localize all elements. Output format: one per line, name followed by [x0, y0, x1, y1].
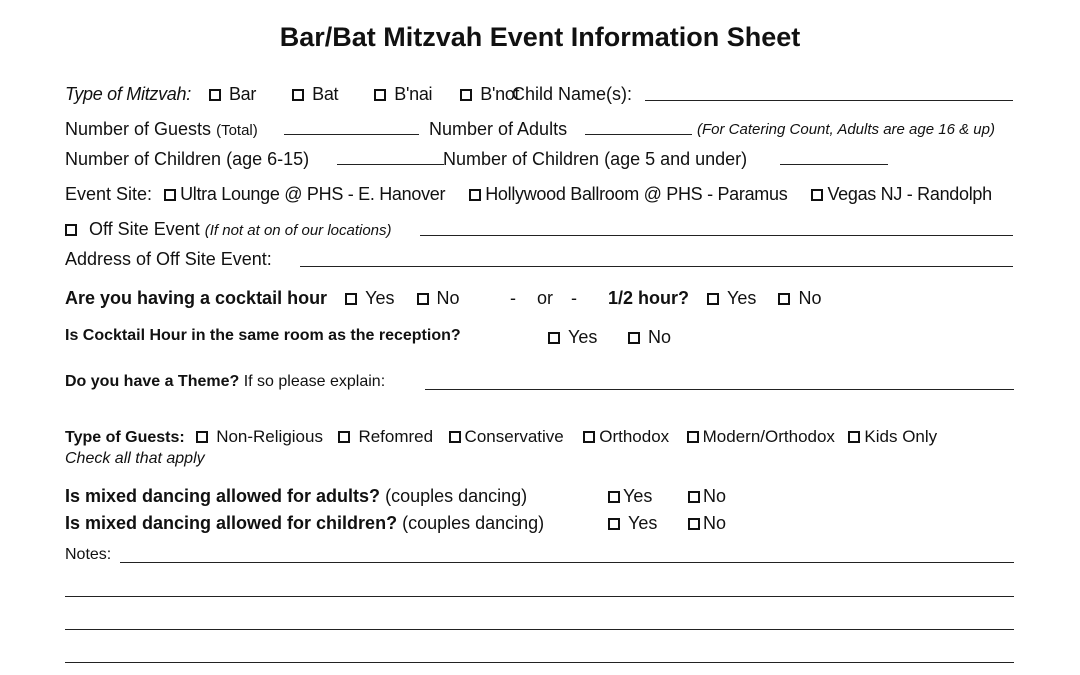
- dancing-children-couples: (couples dancing): [402, 513, 545, 533]
- mitzvah-option-bnot[interactable]: B'not: [460, 84, 519, 104]
- half-hour-yes-checkbox[interactable]: [707, 293, 719, 305]
- offsite-label: Off Site Event: [89, 219, 200, 239]
- same-room-yes-checkbox[interactable]: [548, 332, 560, 344]
- reformed-checkbox[interactable]: [338, 431, 350, 443]
- mitzvah-type-row: [65, 83, 519, 105]
- bnai-checkbox[interactable]: [374, 89, 386, 101]
- hollywood-checkbox[interactable]: [469, 189, 481, 201]
- dancing-adults-question: Is mixed dancing allowed for adults?: [65, 486, 381, 506]
- children-6-15-label: Number of Children (age 6-15): [65, 149, 310, 169]
- ultra-lounge-checkbox[interactable]: [164, 189, 176, 201]
- same-room-no-option[interactable]: No: [628, 326, 671, 348]
- dancing-adults-yes-option[interactable]: Yes: [608, 485, 652, 507]
- dancing-adults-row: [65, 485, 527, 507]
- dash-1: -: [510, 288, 516, 308]
- dancing-children-no-checkbox[interactable]: [688, 518, 700, 530]
- notes-line-1[interactable]: [120, 562, 1014, 563]
- site-option-hollywood[interactable]: Hollywood Ballroom @ PHS - Paramus: [469, 184, 787, 204]
- address-label: Address of Off Site Event:: [65, 249, 272, 269]
- address-input[interactable]: [300, 266, 1013, 267]
- guest-type-conservative[interactable]: Conservative: [449, 427, 564, 446]
- notes-line-4[interactable]: [65, 662, 1014, 663]
- mitzvah-option-bat[interactable]: Bat: [292, 84, 338, 104]
- children-6-15-input[interactable]: [337, 164, 444, 165]
- half-hour-no-option[interactable]: No: [778, 288, 821, 308]
- dash-2: -: [571, 288, 577, 308]
- dancing-adults-couples: (couples dancing): [385, 486, 528, 506]
- non-religious-checkbox[interactable]: [196, 431, 208, 443]
- guest-types-row: [65, 427, 937, 447]
- child-name-input[interactable]: [645, 100, 1013, 101]
- or-text: or: [537, 288, 554, 308]
- dancing-adults-yes-checkbox[interactable]: [608, 491, 620, 503]
- site-option-vegas[interactable]: Vegas NJ - Randolph: [811, 184, 991, 204]
- site-option-ultra-lounge[interactable]: Ultra Lounge @ PHS - E. Hanover: [164, 184, 445, 204]
- kids-only-checkbox[interactable]: [848, 431, 860, 443]
- guest-type-modern-orthodox[interactable]: Modern/Orthodox: [687, 427, 835, 446]
- notes-line-2[interactable]: [65, 596, 1014, 597]
- cocktail-row: [65, 287, 460, 309]
- half-hour-label: 1/2 hour?: [608, 288, 690, 308]
- bnot-checkbox[interactable]: [460, 89, 472, 101]
- cocktail-no-option[interactable]: No: [417, 288, 460, 308]
- dancing-adults-no-option[interactable]: No: [688, 485, 726, 507]
- cocktail-question: Are you having a cocktail hour: [65, 288, 328, 308]
- child-name-label: Child Name(s):: [512, 84, 633, 104]
- total-guests-input[interactable]: [284, 134, 419, 135]
- guest-type-reformed[interactable]: Refomred: [338, 427, 433, 446]
- cocktail-yes-checkbox[interactable]: [345, 293, 357, 305]
- children-5-label: Number of Children (age 5 and under): [443, 149, 748, 169]
- same-room-yes-option[interactable]: Yes: [548, 326, 597, 348]
- vegas-checkbox[interactable]: [811, 189, 823, 201]
- guest-type-non-religious[interactable]: Non-Religious: [196, 427, 323, 446]
- offsite-checkbox[interactable]: [65, 224, 77, 236]
- guest-type-orthodox[interactable]: Orthodox: [583, 427, 669, 446]
- mitzvah-type-label: Type of Mitzvah:: [65, 84, 191, 104]
- mitzvah-option-bnai[interactable]: B'nai: [374, 84, 432, 104]
- offsite-row: [65, 218, 392, 242]
- dancing-children-yes-checkbox[interactable]: [608, 518, 620, 530]
- cocktail-no-checkbox[interactable]: [417, 293, 429, 305]
- guest-types-hint: Check all that apply: [65, 450, 205, 467]
- mitzvah-option-bar[interactable]: Bar: [209, 84, 256, 104]
- dancing-adults-no-checkbox[interactable]: [688, 491, 700, 503]
- offsite-note: (If not at on of our locations): [204, 222, 392, 239]
- dancing-children-question: Is mixed dancing allowed for children?: [65, 513, 398, 533]
- page-title: Bar/Bat Mitzvah Event Information Sheet: [279, 22, 801, 52]
- dancing-children-yes-option[interactable]: Yes: [608, 512, 657, 534]
- orthodox-checkbox[interactable]: [583, 431, 595, 443]
- children-5-input[interactable]: [780, 164, 888, 165]
- guest-type-kids-only[interactable]: Kids Only: [848, 427, 937, 446]
- guests-label: Number of Guests (Total): [65, 119, 258, 139]
- theme-row: [65, 373, 385, 391]
- event-site-row: [65, 183, 992, 205]
- half-hour-yes-option[interactable]: Yes: [707, 288, 756, 308]
- catering-note: (For Catering Count, Adults are age 16 & up): [697, 121, 995, 138]
- cocktail-yes-option[interactable]: Yes: [345, 288, 394, 308]
- event-site-label: Event Site:: [65, 184, 153, 204]
- bar-checkbox[interactable]: [209, 89, 221, 101]
- dancing-children-no-option[interactable]: No: [688, 512, 726, 534]
- adults-input[interactable]: [585, 134, 692, 135]
- half-hour-no-checkbox[interactable]: [778, 293, 790, 305]
- notes-label: Notes:: [65, 546, 112, 563]
- offsite-input[interactable]: [420, 235, 1013, 236]
- theme-input[interactable]: [425, 389, 1014, 390]
- conservative-checkbox[interactable]: [449, 431, 461, 443]
- half-hour-row: [608, 287, 821, 309]
- theme-question: Do you have a Theme?: [65, 373, 240, 390]
- notes-line-3[interactable]: [65, 629, 1014, 630]
- bat-checkbox[interactable]: [292, 89, 304, 101]
- adults-label: Number of Adults: [429, 119, 568, 139]
- same-room-no-checkbox[interactable]: [628, 332, 640, 344]
- modern-orthodox-checkbox[interactable]: [687, 431, 699, 443]
- theme-explain: If so please explain:: [243, 373, 386, 390]
- same-room-question: Is Cocktail Hour in the same room as the reception?: [65, 327, 461, 344]
- guest-types-label: Type of Guests:: [65, 429, 185, 446]
- dancing-children-row: [65, 512, 544, 534]
